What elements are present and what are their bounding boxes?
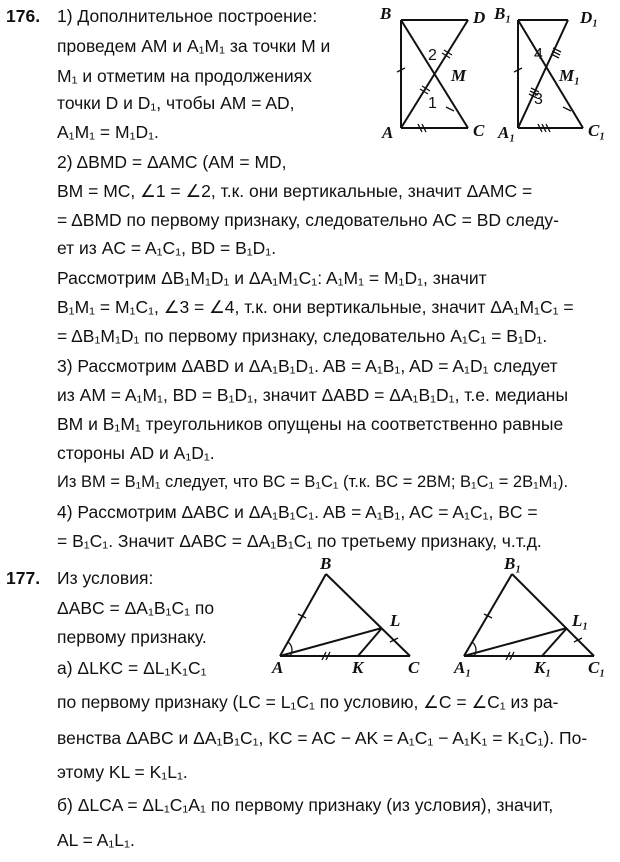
label-177-l1: L₁: [572, 611, 589, 630]
p176-line-4: точки D и D₁, чтобы AM = AD,: [57, 93, 295, 113]
label-177-k: K: [352, 658, 364, 677]
angle-4-label: 4: [534, 46, 543, 63]
angle-1-label: 1: [428, 95, 437, 112]
p176-line-13: 3) Рассмотрим ΔABD и ΔA₁B₁D₁. AB = A₁B₁, AD = A₁D₁ следует: [57, 356, 558, 376]
segment-al: [280, 628, 382, 656]
p176-line-2: проведем AM и A₁M₁ за точки M и: [57, 36, 331, 56]
p177-line-7: этому KL = K₁L₁.: [57, 762, 188, 782]
p177-line-6: венства ΔABC и ΔA₁B₁C₁, KC = AC − AK = A₁C₁ − A₁K₁ = K₁C₁). По-: [57, 728, 588, 748]
p176-line-19: = B₁C₁. Значит ΔABC = ΔA₁B₁C₁ по третьему признаку, ч.т.д.: [57, 531, 542, 551]
label-177-b1: B₁: [504, 556, 522, 573]
p177-line-3: первому признаку.: [57, 627, 207, 647]
figure-176-1: [378, 2, 488, 142]
label-m1: M₁: [559, 66, 581, 85]
segment-a1l1: [464, 628, 567, 656]
p176-line-18: 4) Рассмотрим ΔABC и ΔA₁B₁C₁. AB = A₁B₁, AC = A₁C₁, BC =: [57, 502, 538, 522]
p177-line-9: AL = A₁L₁.: [57, 830, 135, 850]
p176-line-12: = ΔB₁M₁D₁ по первому признаку, следовательно A₁C₁ = B₁D₁.: [57, 326, 548, 346]
label-b1: B₁: [494, 4, 512, 23]
angle-2-label: 2: [428, 47, 437, 64]
label-b: B: [380, 4, 392, 23]
p177-line-1: Из условия:: [57, 568, 154, 588]
p177-line-8: б) ΔLCA = ΔL₁C₁A₁ по первому признаку (из условия), значит,: [57, 795, 554, 815]
problem-176-number: 176.: [6, 6, 41, 26]
label-m: M: [451, 66, 467, 85]
problem-177-number: 177.: [6, 568, 41, 588]
label-a1: A₁: [498, 123, 516, 142]
p176-line-1: 1) Дополнительное построение:: [57, 6, 318, 26]
p176-line-15: BM и B₁M₁ треугольников опущены на соответственно равные: [57, 414, 564, 434]
segment-ab: [280, 574, 326, 656]
p177-line-4: а) ΔLKC = ΔL₁K₁C₁: [57, 658, 207, 678]
p177-line-2: ΔABC = ΔA₁B₁C₁ по: [57, 598, 215, 618]
p176-line-9: ет из AC = A₁C₁, BD = B₁D₁.: [57, 238, 277, 258]
angle-3-label: 3: [534, 91, 543, 108]
p176-line-16: стороны AD и A₁D₁.: [57, 443, 215, 463]
label-d: D: [473, 8, 486, 27]
p176-line-17: Из BM = B₁M₁ следует, что BC = B₁C₁ (т.к. BC = 2BM; B₁C₁ = 2B₁M₁).: [57, 473, 569, 491]
label-177-k1: K₁: [534, 658, 552, 677]
p176-line-5: A₁M₁ = M₁D₁.: [57, 122, 159, 142]
p177-line-5: по первому признаку (LC = L₁C₁ по условию, ∠C = ∠C₁ из ра-: [57, 692, 559, 712]
label-a: A: [382, 123, 394, 142]
label-177-a1: A₁: [454, 658, 472, 677]
p176-line-6: 2) ΔBMD = ΔAMC (AM = MD,: [57, 152, 287, 172]
p176-line-10: Рассмотрим ΔB₁M₁D₁ и ΔA₁M₁C₁: A₁M₁ = M₁D₁, значит: [57, 268, 487, 288]
label-177-l: L: [390, 611, 401, 630]
p176-line-3: M₁ и отметим на продолжениях: [57, 66, 312, 86]
p176-line-14: из AM = A₁M₁, BD = B₁D₁, значит ΔABD = ΔA₁B₁D₁, т.е. медианы: [57, 385, 569, 405]
label-177-b: B: [320, 556, 332, 573]
label-c1: C₁: [588, 121, 606, 140]
label-177-c: C: [408, 658, 420, 677]
p176-line-11: B₁M₁ = M₁C₁, ∠3 = ∠4, т.к. они вертикальные, значит ΔA₁M₁C₁ =: [57, 297, 574, 317]
label-177-a: A: [272, 658, 284, 677]
figure-177-1: [268, 556, 438, 681]
p176-line-8: = ΔBMD по первому признаку, следовательно AC = BD следу-: [57, 210, 560, 230]
figure-176-2: [494, 2, 619, 142]
segment-a1b1: [464, 574, 512, 656]
label-c: C: [473, 121, 485, 140]
label-177-c1: C₁: [588, 658, 606, 677]
figure-177-2: [452, 556, 617, 681]
p176-line-7: BM = MC, ∠1 = ∠2, т.к. они вертикальные, значит ΔAMC =: [57, 181, 533, 201]
label-d1: D₁: [580, 8, 599, 27]
